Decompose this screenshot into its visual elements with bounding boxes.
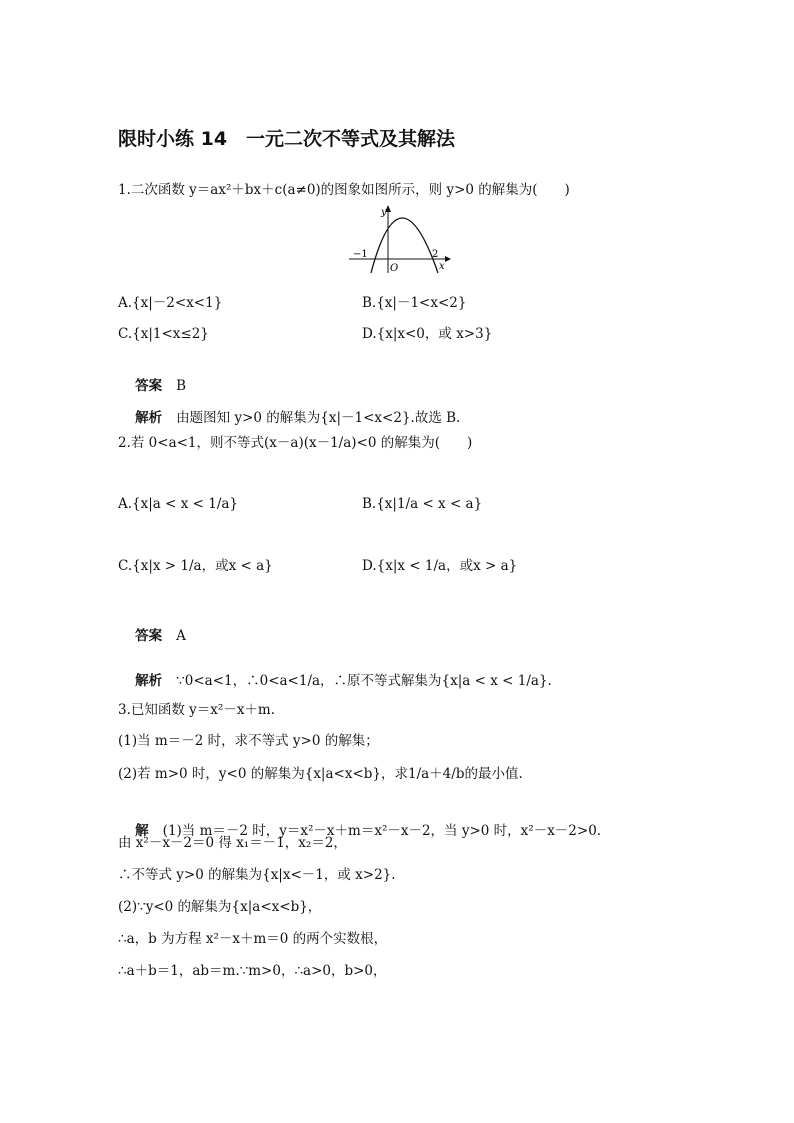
origin-label: O — [390, 263, 399, 274]
answer-label: 答案 — [135, 378, 163, 394]
answer-label: 答案 — [135, 628, 163, 644]
q2-option-a: A.{x|a < x < 1/a} — [118, 496, 239, 512]
page-title: 限时小练 14 一元二次不等式及其解法 — [118, 128, 456, 150]
q1-analysis: 由题图知 y>0 的解集为{x|－1<x<2}.故选 B. — [176, 410, 461, 426]
parabola-curve — [371, 218, 438, 273]
q2-analysis: ∵0<a<1，∴0<a<1/a，∴原不等式解集为{x|a < x < 1/a}. — [176, 673, 552, 689]
left-root-label: −1 — [353, 249, 368, 260]
q1-answer: B — [176, 378, 187, 394]
q3-sol-line-1: (1)当 m＝－2 时，y＝x²－x＋m＝x²－x－2，当 y>0 时，x²－x－2>0. — [162, 823, 602, 839]
q1-option-d: D.{x|x<0，或 x>3} — [362, 326, 493, 342]
q3-part2: (2)若 m>0 时，y<0 的解集为{x|a<x<b}，求1/a＋4/b的最小值. — [118, 766, 523, 782]
x-axis-label: x — [439, 261, 445, 272]
q3-sol-line-6: ∴a＋b＝1，ab＝m.∵m>0，∴a>0，b>0， — [118, 963, 387, 979]
y-axis-label: y — [381, 207, 387, 218]
q2-stem: 2.若 0<a<1，则不等式(x－a)(x－1/a)<0 的解集为( ) — [118, 435, 473, 451]
q3-part1: (1)当 m＝－2 时，求不等式 y>0 的解集； — [118, 733, 379, 749]
q1-parabola-graph — [345, 203, 455, 275]
solution-label: 解 — [135, 823, 149, 839]
q3-sol-line-3: ∴不等式 y>0 的解集为{x|x<－1，或 x>2}. — [118, 867, 396, 883]
right-root-label: 2 — [432, 249, 439, 260]
analysis-label: 解析 — [135, 410, 163, 426]
q2-option-d: D.{x|x < 1/a，或x > a} — [362, 558, 518, 574]
q3-sol-line-2: 由 x²－x－2＝0 得 x₁＝－1，x₂＝2， — [118, 835, 347, 851]
analysis-label: 解析 — [135, 673, 163, 689]
q3-sol-line-5: ∴a，b 为方程 x²－x＋m＝0 的两个实数根， — [118, 931, 388, 947]
q2-option-c: C.{x|x > 1/a，或x < a} — [118, 558, 273, 574]
q2-answer: A — [176, 628, 186, 644]
q3-sol-line-4: (2)∵y<0 的解集为{x|a<x<b}， — [118, 899, 322, 915]
q2-option-b: B.{x|1/a < x < a} — [362, 496, 483, 512]
q1-option-b: B.{x|－1<x<2} — [362, 295, 467, 311]
q1-stem: 1.二次函数 y＝ax²＋bx＋c(a≠0)的图象如图所示，则 y>0 的解集为( ) — [118, 182, 570, 198]
q1-option-a: A.{x|－2<x<1} — [118, 295, 223, 311]
q3-stem: 3.已知函数 y＝x²－x＋m. — [118, 702, 276, 718]
x-axis-arrow — [445, 256, 451, 262]
q1-option-c: C.{x|1<x≤2} — [118, 326, 209, 342]
